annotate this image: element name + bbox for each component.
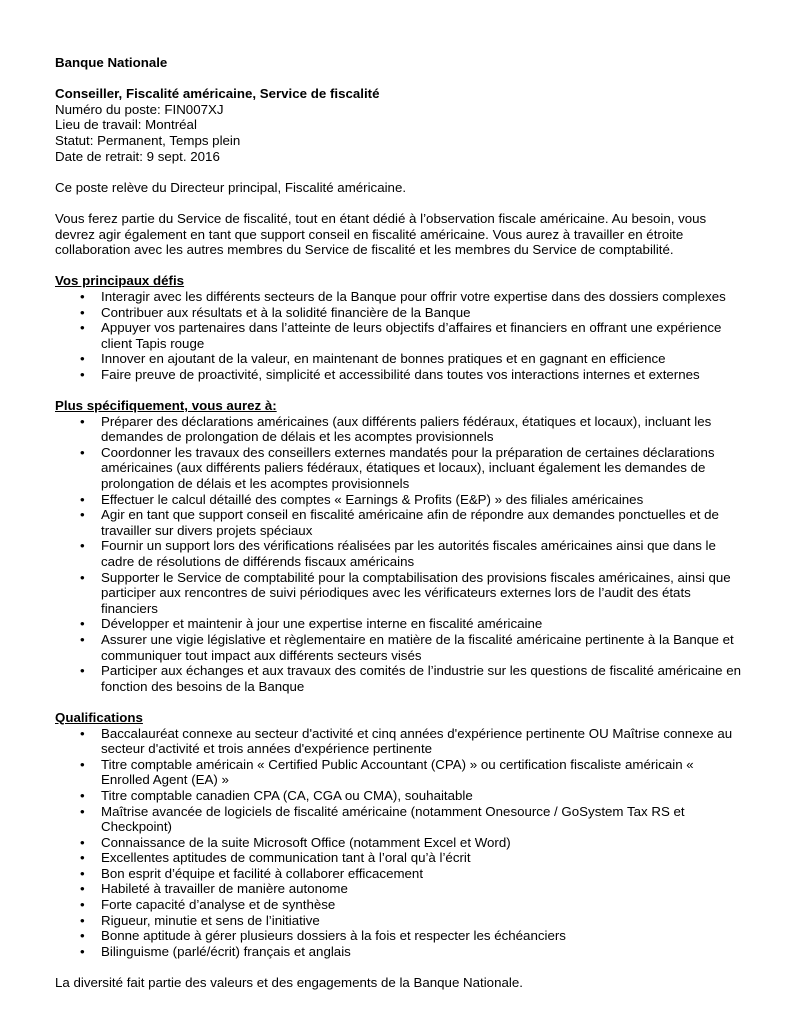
job-title: Conseiller, Fiscalité américaine, Service de fiscalité	[55, 86, 380, 102]
list-item	[55, 881, 745, 897]
list-item-text: Maîtrise avancée de logiciels de fiscalité américaine (notamment Onesource / GoSystem Tax RS et Checkpoint)	[101, 803, 685, 835]
list-item	[55, 804, 745, 835]
bullet-icon: •	[80, 631, 85, 647]
list-item	[55, 492, 745, 508]
job-header	[55, 86, 745, 164]
closing-paragraph: La diversité fait partie des valeurs et des engagements de la Banque Nationale.	[55, 975, 523, 991]
list-item	[55, 913, 745, 929]
list-item	[55, 757, 745, 788]
list-item-text: Rigueur, minutie et sens de l’initiative	[101, 912, 320, 928]
job-detail-closing-date: Date de retrait: 9 sept. 2016	[55, 148, 220, 164]
list-item-text: Effectuer le calcul détaillé des comptes « Earnings & Profits (E&P) » des filiales américaines	[101, 491, 644, 507]
list-item	[55, 445, 745, 492]
bullet-icon: •	[80, 881, 85, 897]
list-item	[55, 788, 745, 804]
list-item	[55, 570, 745, 617]
list-item	[55, 305, 745, 321]
section-heading: Plus spécifiquement, vous aurez à:	[55, 398, 277, 414]
bullet-icon: •	[80, 538, 85, 554]
list-item	[55, 351, 745, 367]
reports-to-paragraph: Ce poste relève du Directeur principal, Fiscalité américaine.	[55, 179, 407, 195]
list-item-text: Interagir avec les différents secteurs de la Banque pour offrir votre expertise dans des dossiers complexes	[101, 288, 726, 304]
list-item-text: Agir en tant que support conseil en fiscalité américaine afin de répondre aux demandes ponctuelles et de travailler sur divers projets spéciaux	[101, 507, 719, 538]
bullet-icon: •	[80, 787, 85, 803]
bullet-icon: •	[80, 304, 85, 320]
list-item-text: Titre comptable canadien CPA (CA, CGA ou CMA), souhaitable	[101, 787, 473, 803]
list-item	[55, 367, 745, 383]
list-item-text: Habileté à travailler de manière autonome	[101, 881, 348, 897]
list-item	[55, 538, 745, 569]
bullet-list	[55, 726, 745, 960]
list-item-text: Bon esprit d’équipe et facilité à collaborer efficacement	[101, 865, 424, 881]
bullet-icon: •	[80, 928, 85, 944]
bullet-icon: •	[80, 444, 85, 460]
list-item	[55, 835, 745, 851]
list-item-text: Coordonner les travaux des conseillers externes mandatés pour la préparation de certaines déclarations américaines (aux différents paliers fédéraux, étatiques et locaux), incluant également les demandes de prolongation de délais et les acomptes provisionnels	[101, 444, 715, 492]
list-item-text: Fournir un support lors des vérifications réalisées par les autorités fiscales américaines ainsi que dans le cadre de résolutions de différends fiscaux américains	[101, 538, 716, 569]
list-item	[55, 507, 745, 538]
sections-container	[55, 273, 745, 959]
job-detail-posting-number: Numéro du poste: FIN007XJ	[55, 101, 224, 117]
bullet-list	[55, 289, 745, 383]
intro-paragraph: Vous ferez partie du Service de fiscalité, tout en étant dédié à l’observation fiscale américaine. Au besoin, vous devrez agir également en tant que support conseil en fiscalité américaine. Vous aurez à travailler en étroite collaboration avec les autres membres du Service de fiscalité et les membres du Service de comptabilité.	[55, 210, 707, 258]
bullet-list	[55, 414, 745, 695]
list-item	[55, 632, 745, 663]
bullet-icon: •	[80, 413, 85, 429]
list-item	[55, 866, 745, 882]
list-item-text: Contribuer aux résultats et à la solidité financière de la Banque	[101, 304, 471, 320]
section-qualifications	[55, 710, 745, 960]
section-responsibilities	[55, 398, 745, 694]
bullet-icon: •	[80, 803, 85, 819]
list-item	[55, 289, 745, 305]
list-item	[55, 726, 745, 757]
list-item	[55, 414, 745, 445]
list-item-text: Préparer des déclarations américaines (aux différents paliers fédéraux, étatiques et locaux), incluant les demandes de prolongation de délais et les acomptes provisionnels	[101, 413, 712, 445]
bullet-icon: •	[80, 943, 85, 959]
list-item	[55, 850, 745, 866]
bullet-icon: •	[80, 616, 85, 632]
list-item	[55, 897, 745, 913]
bullet-icon: •	[80, 366, 85, 382]
bullet-icon: •	[80, 288, 85, 304]
section-heading: Qualifications	[55, 709, 143, 725]
list-item-text: Supporter le Service de comptabilité pour la comptabilisation des provisions fiscales américaines, ainsi que participer aux rencontres de suivi périodiques avec les vérificateurs externes lors de l’audit des états financiers	[101, 569, 731, 616]
bullet-icon: •	[80, 912, 85, 928]
list-item-text: Innover en ajoutant de la valeur, en maintenant de bonnes pratiques et en gagnant en efficience	[101, 351, 666, 367]
document-page	[55, 55, 745, 991]
list-item-text: Connaissance de la suite Microsoft Office (notamment Excel et Word)	[101, 834, 511, 850]
list-item-text: Appuyer vos partenaires dans l’atteinte de leurs objectifs d’affaires et financiers en offrant une expérience client Tapis rouge	[101, 320, 722, 351]
bullet-icon: •	[80, 320, 85, 336]
list-item	[55, 928, 745, 944]
bullet-icon: •	[80, 569, 85, 585]
list-item-text: Titre comptable américain « Certified Public Accountant (CPA) » ou certification fiscaliste américain « Enrolled Agent (EA) »	[101, 756, 694, 788]
bullet-icon: •	[80, 507, 85, 523]
job-detail-status: Statut: Permanent, Temps plein	[55, 132, 241, 148]
bullet-icon: •	[80, 725, 85, 741]
list-item	[55, 944, 745, 960]
list-item-text: Excellentes aptitudes de communication tant à l’oral qu’à l’écrit	[101, 850, 471, 866]
bullet-icon: •	[80, 351, 85, 367]
bullet-icon: •	[80, 850, 85, 866]
list-item	[55, 663, 745, 694]
list-item-text: Développer et maintenir à jour une expertise interne en fiscalité américaine	[101, 616, 543, 632]
section-heading: Vos principaux défis	[55, 273, 185, 289]
list-item	[55, 616, 745, 632]
list-item-text: Assurer une vigie législative et règlementaire en matière de la fiscalité américaine pertinente à la Banque et communiquer tout impact aux différents secteurs visés	[101, 631, 734, 663]
list-item-text: Bonne aptitude à gérer plusieurs dossiers à la fois et respecter les échéanciers	[101, 928, 566, 944]
bullet-icon: •	[80, 834, 85, 850]
list-item-text: Baccalauréat connexe au secteur d'activité et cinq années d'expérience pertinente OU Maîtrise connexe au secteur d'activité et trois années d'expérience pertinente	[101, 725, 733, 757]
list-item-text: Participer aux échanges et aux travaux des comités de l’industrie sur les questions de fiscalité américaine en fonction des besoins de la Banque	[101, 663, 742, 694]
bullet-icon: •	[80, 491, 85, 507]
organization-name: Banque Nationale	[55, 55, 168, 70]
list-item	[55, 320, 745, 351]
bullet-icon: •	[80, 663, 85, 679]
job-detail-location: Lieu de travail: Montréal	[55, 117, 197, 133]
list-item-text: Bilinguisme (parlé/écrit) français et anglais	[101, 943, 351, 959]
bullet-icon: •	[80, 897, 85, 913]
list-item-text: Faire preuve de proactivité, simplicité et accessibilité dans toutes vos interactions internes et externes	[101, 366, 700, 382]
bullet-icon: •	[80, 756, 85, 772]
section-challenges	[55, 273, 745, 382]
list-item-text: Forte capacité d’analyse et de synthèse	[101, 897, 336, 913]
bullet-icon: •	[80, 865, 85, 881]
